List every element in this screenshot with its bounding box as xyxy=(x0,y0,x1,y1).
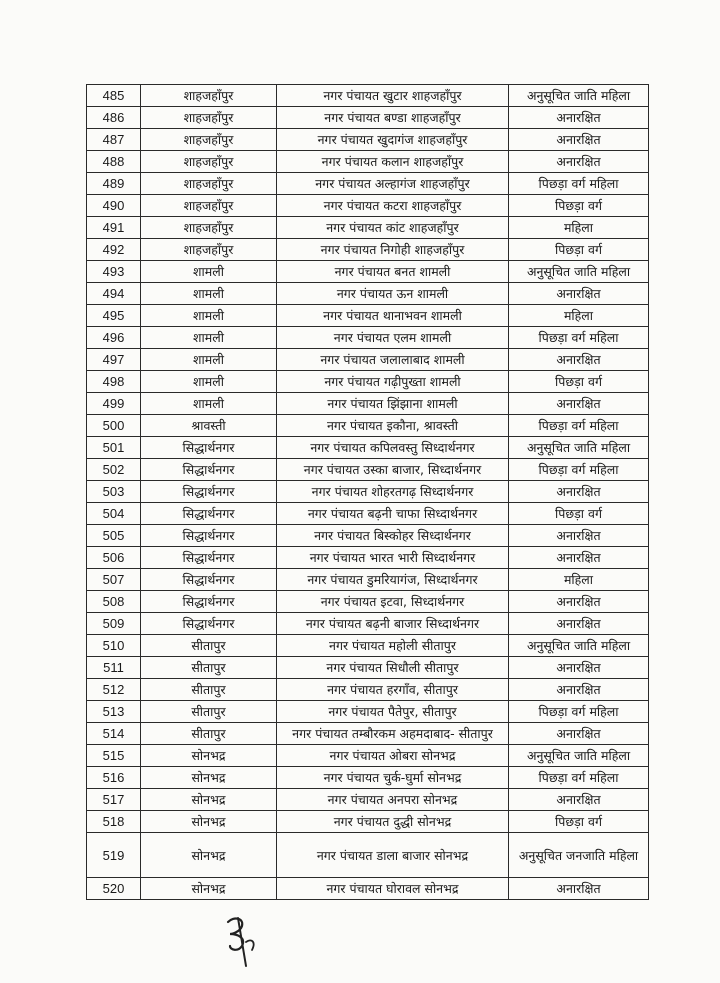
district-cell: शाहजहाँपुर xyxy=(141,217,277,239)
row-number: 490 xyxy=(87,195,141,217)
district-cell: शाहजहाँपुर xyxy=(141,151,277,173)
reservation-category-cell: अनारक्षित xyxy=(509,129,649,151)
row-number: 510 xyxy=(87,635,141,657)
reservation-category-cell: अनारक्षित xyxy=(509,613,649,635)
reservation-category-cell: अनारक्षित xyxy=(509,151,649,173)
district-cell: सोनभद्र xyxy=(141,767,277,789)
row-number: 509 xyxy=(87,613,141,635)
reservation-category-cell: पिछड़ा वर्ग xyxy=(509,811,649,833)
table-row xyxy=(87,217,649,239)
nagar-panchayat-cell: नगर पंचायत थानाभवन शामली xyxy=(277,305,509,327)
handwritten-signature xyxy=(222,912,262,968)
nagar-panchayat-cell: नगर पंचायत कटरा शाहजहाँपुर xyxy=(277,195,509,217)
reservation-category-cell: अनारक्षित xyxy=(509,723,649,745)
nagar-panchayat-cell: नगर पंचायत पैतेपुर, सीतापुर xyxy=(277,701,509,723)
district-cell: शामली xyxy=(141,261,277,283)
reservation-category-cell: अनारक्षित xyxy=(509,481,649,503)
reservation-category-cell: महिला xyxy=(509,217,649,239)
table-body xyxy=(87,85,649,900)
district-cell: सीतापुर xyxy=(141,635,277,657)
table-row xyxy=(87,349,649,371)
nagar-panchayat-cell: नगर पंचायत बनत शामली xyxy=(277,261,509,283)
nagar-panchayat-cell: नगर पंचायत दुद्धी सोनभद्र xyxy=(277,811,509,833)
district-cell: सीतापुर xyxy=(141,679,277,701)
table-row xyxy=(87,503,649,525)
reservation-category-cell: पिछड़ा वर्ग महिला xyxy=(509,173,649,195)
reservation-category-cell: पिछड़ा वर्ग महिला xyxy=(509,767,649,789)
nagar-panchayat-cell: नगर पंचायत बण्डा शाहजहाँपुर xyxy=(277,107,509,129)
nagar-panchayat-cell: नगर पंचायत महोली सीतापुर xyxy=(277,635,509,657)
district-cell: सीतापुर xyxy=(141,657,277,679)
table-row xyxy=(87,261,649,283)
table-row xyxy=(87,283,649,305)
reservation-category-cell: अनारक्षित xyxy=(509,283,649,305)
table-row xyxy=(87,195,649,217)
table-row xyxy=(87,745,649,767)
row-number: 488 xyxy=(87,151,141,173)
row-number: 485 xyxy=(87,85,141,107)
nagar-panchayat-cell: नगर पंचायत सिधौली सीतापुर xyxy=(277,657,509,679)
reservation-category-cell: अनारक्षित xyxy=(509,525,649,547)
reservation-category-cell: अनारक्षित xyxy=(509,679,649,701)
nagar-panchayat-cell: नगर पंचायत कपिलवस्तु सिध्दार्थनगर xyxy=(277,437,509,459)
row-number: 517 xyxy=(87,789,141,811)
district-cell: शामली xyxy=(141,393,277,415)
reservation-category-cell: पिछड़ा वर्ग महिला xyxy=(509,701,649,723)
district-cell: शामली xyxy=(141,283,277,305)
reservation-category-cell: पिछड़ा वर्ग महिला xyxy=(509,415,649,437)
nagar-panchayat-cell: नगर पंचायत इटवा, सिध्दार्थनगर xyxy=(277,591,509,613)
district-cell: शामली xyxy=(141,305,277,327)
district-cell: शामली xyxy=(141,327,277,349)
row-number: 491 xyxy=(87,217,141,239)
district-cell: शामली xyxy=(141,371,277,393)
district-cell: सिद्धार्थनगर xyxy=(141,591,277,613)
table-row xyxy=(87,305,649,327)
district-cell: शाहजहाँपुर xyxy=(141,173,277,195)
district-cell: सिद्धार्थनगर xyxy=(141,437,277,459)
nagar-panchayat-cell: नगर पंचायत खुदागंज शाहजहाँपुर xyxy=(277,129,509,151)
row-number: 496 xyxy=(87,327,141,349)
table-row xyxy=(87,878,649,900)
nagar-panchayat-cell: नगर पंचायत अनपरा सोनभद्र xyxy=(277,789,509,811)
table-row xyxy=(87,481,649,503)
nagar-panchayat-cell: नगर पंचायत कलान शाहजहाँपुर xyxy=(277,151,509,173)
nagar-panchayat-cell: नगर पंचायत डुमरियागंज, सिध्दार्थनगर xyxy=(277,569,509,591)
district-cell: शाहजहाँपुर xyxy=(141,239,277,261)
reservation-category-cell: पिछड़ा वर्ग xyxy=(509,371,649,393)
nagar-panchayat-cell: नगर पंचायत चुर्क-घुर्मा सोनभद्र xyxy=(277,767,509,789)
table-row xyxy=(87,657,649,679)
nagar-panchayat-cell: नगर पंचायत कांट शाहजहाँपुर xyxy=(277,217,509,239)
reservation-category-cell: अनारक्षित xyxy=(509,393,649,415)
row-number: 501 xyxy=(87,437,141,459)
table-row xyxy=(87,547,649,569)
table-row xyxy=(87,85,649,107)
nagar-panchayat-cell: नगर पंचायत बढ़नी चाफा सिध्दार्थनगर xyxy=(277,503,509,525)
district-cell: सिद्धार्थनगर xyxy=(141,459,277,481)
reservation-table xyxy=(86,84,649,900)
table-row xyxy=(87,811,649,833)
row-number: 516 xyxy=(87,767,141,789)
district-cell: सोनभद्र xyxy=(141,811,277,833)
row-number: 508 xyxy=(87,591,141,613)
row-number: 502 xyxy=(87,459,141,481)
table-row xyxy=(87,767,649,789)
reservation-category-cell: अनारक्षित xyxy=(509,107,649,129)
row-number: 520 xyxy=(87,878,141,900)
table-row xyxy=(87,173,649,195)
reservation-category-cell: अनारक्षित xyxy=(509,349,649,371)
nagar-panchayat-cell: नगर पंचायत शोहरतगढ़ सिध्दार्थनगर xyxy=(277,481,509,503)
nagar-panchayat-cell: नगर पंचायत अल्हागंज शाहजहाँपुर xyxy=(277,173,509,195)
table-row xyxy=(87,437,649,459)
reservation-category-cell: महिला xyxy=(509,305,649,327)
table-row xyxy=(87,327,649,349)
table-row xyxy=(87,591,649,613)
table-row xyxy=(87,701,649,723)
row-number: 514 xyxy=(87,723,141,745)
reservation-category-cell: अनारक्षित xyxy=(509,878,649,900)
nagar-panchayat-cell: नगर पंचायत घोरावल सोनभद्र xyxy=(277,878,509,900)
reservation-category-cell: अनारक्षित xyxy=(509,547,649,569)
table-row xyxy=(87,789,649,811)
district-cell: सीतापुर xyxy=(141,723,277,745)
district-cell: शाहजहाँपुर xyxy=(141,195,277,217)
reservation-category-cell: पिछड़ा वर्ग महिला xyxy=(509,459,649,481)
district-cell: सिद्धार्थनगर xyxy=(141,569,277,591)
reservation-category-cell: पिछड़ा वर्ग xyxy=(509,503,649,525)
reservation-category-cell: पिछड़ा वर्ग xyxy=(509,195,649,217)
row-number: 495 xyxy=(87,305,141,327)
district-cell: शामली xyxy=(141,349,277,371)
table-row xyxy=(87,129,649,151)
reservation-category-cell: अनुसूचित जनजाति महिला xyxy=(509,833,649,878)
nagar-panchayat-cell: नगर पंचायत झिंझाना शामली xyxy=(277,393,509,415)
district-cell: सीतापुर xyxy=(141,701,277,723)
district-cell: सोनभद्र xyxy=(141,745,277,767)
district-cell: शाहजहाँपुर xyxy=(141,85,277,107)
district-cell: सिद्धार्थनगर xyxy=(141,525,277,547)
nagar-panchayat-cell: नगर पंचायत निगोही शाहजहाँपुर xyxy=(277,239,509,261)
row-number: 489 xyxy=(87,173,141,195)
table-row xyxy=(87,635,649,657)
nagar-panchayat-cell: नगर पंचायत ओबरा सोनभद्र xyxy=(277,745,509,767)
table-row xyxy=(87,239,649,261)
reservation-category-cell: अनुसूचित जाति महिला xyxy=(509,745,649,767)
nagar-panchayat-cell: नगर पंचायत गढ़ीपुख्ता शामली xyxy=(277,371,509,393)
reservation-category-cell: महिला xyxy=(509,569,649,591)
table-row xyxy=(87,569,649,591)
district-cell: श्रावस्ती xyxy=(141,415,277,437)
nagar-panchayat-cell: नगर पंचायत बिस्कोहर सिध्दार्थनगर xyxy=(277,525,509,547)
row-number: 513 xyxy=(87,701,141,723)
table-row xyxy=(87,613,649,635)
row-number: 511 xyxy=(87,657,141,679)
row-number: 504 xyxy=(87,503,141,525)
table-row xyxy=(87,107,649,129)
nagar-panchayat-cell: नगर पंचायत इकौना, श्रावस्ती xyxy=(277,415,509,437)
table-row xyxy=(87,459,649,481)
nagar-panchayat-cell: नगर पंचायत तम्बौरकम अहमदाबाद- सीतापुर xyxy=(277,723,509,745)
row-number: 507 xyxy=(87,569,141,591)
district-cell: सिद्धार्थनगर xyxy=(141,547,277,569)
nagar-panchayat-cell: नगर पंचायत ऊन शामली xyxy=(277,283,509,305)
row-number: 487 xyxy=(87,129,141,151)
row-number: 518 xyxy=(87,811,141,833)
nagar-panchayat-cell: नगर पंचायत खुटार शाहजहाँपुर xyxy=(277,85,509,107)
row-number: 492 xyxy=(87,239,141,261)
nagar-panchayat-cell: नगर पंचायत जलालाबाद शामली xyxy=(277,349,509,371)
row-number: 497 xyxy=(87,349,141,371)
nagar-panchayat-cell: नगर पंचायत डाला बाजार सोनभद्र xyxy=(277,833,509,878)
district-cell: शाहजहाँपुर xyxy=(141,107,277,129)
table-row xyxy=(87,151,649,173)
row-number: 503 xyxy=(87,481,141,503)
district-cell: सिद्धार्थनगर xyxy=(141,613,277,635)
table-row xyxy=(87,833,649,878)
district-cell: सिद्धार्थनगर xyxy=(141,503,277,525)
row-number: 512 xyxy=(87,679,141,701)
row-number: 505 xyxy=(87,525,141,547)
table-row xyxy=(87,371,649,393)
row-number: 506 xyxy=(87,547,141,569)
district-cell: शाहजहाँपुर xyxy=(141,129,277,151)
reservation-category-cell: अनारक्षित xyxy=(509,789,649,811)
district-cell: सिद्धार्थनगर xyxy=(141,481,277,503)
row-number: 519 xyxy=(87,833,141,878)
row-number: 499 xyxy=(87,393,141,415)
reservation-category-cell: अनारक्षित xyxy=(509,657,649,679)
table-row xyxy=(87,393,649,415)
reservation-category-cell: पिछड़ा वर्ग महिला xyxy=(509,327,649,349)
table-row xyxy=(87,723,649,745)
reservation-category-cell: पिछड़ा वर्ग xyxy=(509,239,649,261)
reservation-category-cell: अनुसूचित जाति महिला xyxy=(509,261,649,283)
nagar-panchayat-cell: नगर पंचायत बढ़नी बाजार सिध्दार्थनगर xyxy=(277,613,509,635)
row-number: 493 xyxy=(87,261,141,283)
nagar-panchayat-cell: नगर पंचायत एलम शामली xyxy=(277,327,509,349)
table-row xyxy=(87,525,649,547)
nagar-panchayat-cell: नगर पंचायत भारत भारी सिध्दार्थनगर xyxy=(277,547,509,569)
row-number: 498 xyxy=(87,371,141,393)
district-cell: सोनभद्र xyxy=(141,789,277,811)
row-number: 486 xyxy=(87,107,141,129)
row-number: 515 xyxy=(87,745,141,767)
nagar-panchayat-cell: नगर पंचायत उस्का बाजार, सिध्दार्थनगर xyxy=(277,459,509,481)
reservation-category-cell: अनुसूचित जाति महिला xyxy=(509,85,649,107)
nagar-panchayat-cell: नगर पंचायत हरगाँव, सीतापुर xyxy=(277,679,509,701)
reservation-category-cell: अनुसूचित जाति महिला xyxy=(509,635,649,657)
table-row xyxy=(87,415,649,437)
row-number: 500 xyxy=(87,415,141,437)
row-number: 494 xyxy=(87,283,141,305)
district-cell: सोनभद्र xyxy=(141,833,277,878)
table-row xyxy=(87,679,649,701)
district-cell: सोनभद्र xyxy=(141,878,277,900)
reservation-category-cell: अनुसूचित जाति महिला xyxy=(509,437,649,459)
reservation-category-cell: अनारक्षित xyxy=(509,591,649,613)
